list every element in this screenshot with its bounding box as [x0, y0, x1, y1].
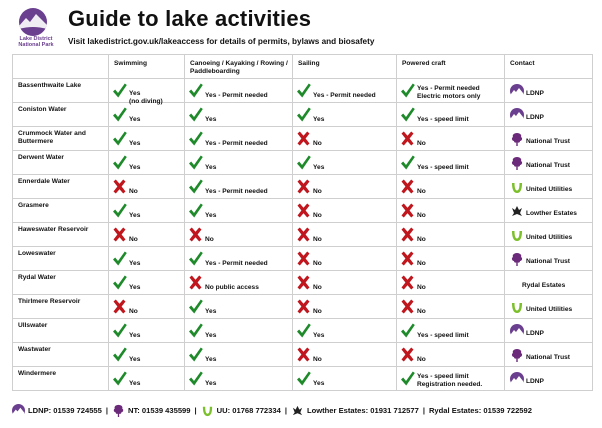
footer-rydal: Rydal Estates: 01539 722592	[428, 405, 532, 415]
activity-status-text: Yes	[205, 116, 217, 123]
green-tick-icon	[112, 154, 127, 171]
activity-cell-sail	[293, 247, 397, 271]
footer-separator: |	[284, 405, 287, 415]
footer-nt: NT: 01539 435599	[128, 405, 191, 415]
red-cross-icon	[400, 202, 415, 219]
red-cross-icon	[188, 274, 203, 291]
contact-footer	[12, 402, 592, 418]
table-row	[13, 247, 593, 271]
red-cross-icon	[296, 202, 311, 219]
lake-name: Ullswater	[18, 322, 48, 329]
activity-status-text: Yes - Permit needed	[205, 92, 268, 99]
contact-name: National Trust	[526, 162, 570, 169]
activity-status-text: No	[313, 284, 322, 291]
activity-cell-swim	[109, 271, 185, 295]
footer-uu: UU: 01768 772334	[216, 405, 281, 415]
lake-name-cell	[13, 199, 109, 223]
activity-status-text: No	[313, 212, 322, 219]
activity-cell-canoe	[185, 247, 293, 271]
activity-status-text: Yes	[205, 356, 217, 363]
logo-line2: National Park	[18, 42, 54, 48]
activity-cell-swim	[109, 127, 185, 151]
activity-status-note: Registration needed.	[417, 381, 483, 388]
contact-name: United Utilities	[526, 306, 573, 313]
activity-cell-swim	[109, 79, 185, 103]
activity-status-text: Yes	[205, 380, 217, 387]
activity-status-note: Electric motors only	[417, 93, 481, 100]
activity-cell-canoe	[185, 271, 293, 295]
red-cross-icon	[188, 226, 203, 243]
green-tick-icon	[188, 298, 203, 315]
national-trust-oak-icon	[112, 404, 125, 417]
green-tick-icon	[188, 202, 203, 219]
activity-cell-power	[397, 271, 505, 295]
activity-cell-swim	[109, 175, 185, 199]
activity-cell-canoe	[185, 127, 293, 151]
green-tick-icon	[188, 154, 203, 171]
column-header-powered-craft: Powered craft	[397, 55, 505, 79]
lake-name-cell	[13, 247, 109, 271]
red-cross-icon	[296, 178, 311, 195]
lake-name-cell	[13, 175, 109, 199]
green-tick-icon	[296, 154, 311, 171]
activity-status-text: Yes	[129, 90, 141, 97]
activity-cell-sail	[293, 295, 397, 319]
lake-name-cell	[13, 319, 109, 343]
activity-status-text: Yes - speed limit	[417, 332, 469, 339]
united-utilities-icon	[510, 228, 524, 242]
green-tick-icon	[188, 82, 203, 99]
red-cross-icon	[296, 226, 311, 243]
lake-name: Windermere	[18, 370, 57, 377]
national-trust-oak-icon	[510, 132, 524, 146]
column-header-contact: Contact	[505, 55, 593, 79]
activity-cell-power	[397, 247, 505, 271]
activity-status-text: No	[313, 140, 322, 147]
green-tick-icon	[400, 154, 415, 171]
activity-status-text: No	[417, 356, 426, 363]
activity-cell-power	[397, 319, 505, 343]
green-tick-icon	[296, 106, 311, 123]
activity-cell-sail	[293, 103, 397, 127]
lake-name-cell	[13, 295, 109, 319]
green-tick-icon	[112, 250, 127, 267]
activity-cell-sail	[293, 343, 397, 367]
activity-cell-sail	[293, 127, 397, 151]
red-cross-icon	[296, 274, 311, 291]
green-tick-icon	[112, 370, 127, 387]
contact-cell	[505, 79, 593, 103]
lake-name: Derwent Water	[18, 154, 64, 161]
activity-status-text: Yes - speed limit	[417, 373, 469, 380]
contact-cell	[505, 367, 593, 391]
activity-status-text: Yes	[205, 332, 217, 339]
lake-name-cell	[13, 271, 109, 295]
green-tick-icon	[112, 322, 127, 339]
green-tick-icon	[296, 370, 311, 387]
table-row	[13, 319, 593, 343]
lake-district-logo-icon	[19, 8, 47, 36]
activity-status-text: Yes	[129, 356, 141, 363]
activity-cell-power	[397, 199, 505, 223]
red-cross-icon	[400, 250, 415, 267]
footer-ldnp: LDNP: 01539 724555	[28, 405, 102, 415]
green-tick-icon	[296, 82, 311, 99]
activity-status-text: Yes	[129, 164, 141, 171]
column-header-lake	[13, 55, 109, 79]
ldnp-logo-icon	[510, 324, 524, 338]
activity-status-text: Yes - Permit needed	[417, 85, 480, 92]
activity-status-text: Yes	[129, 260, 141, 267]
ldnp-logo-icon	[510, 372, 524, 386]
red-cross-icon	[400, 178, 415, 195]
red-cross-icon	[296, 250, 311, 267]
activity-cell-canoe	[185, 103, 293, 127]
activity-cell-swim	[109, 343, 185, 367]
table-header-row	[13, 55, 593, 79]
table-row	[13, 103, 593, 127]
logo-line1: Lake District	[19, 36, 53, 42]
table-row	[13, 271, 593, 295]
lake-name: Rydal Water	[18, 274, 56, 281]
activity-status-text: No	[417, 236, 426, 243]
activity-status-text: No	[417, 140, 426, 147]
activity-cell-power	[397, 295, 505, 319]
lake-name-cell	[13, 127, 109, 151]
activity-status-text: Yes - Permit needed	[205, 260, 268, 267]
activity-cell-canoe	[185, 319, 293, 343]
activity-status-text: No	[129, 236, 138, 243]
table-row	[13, 199, 593, 223]
green-tick-icon	[112, 130, 127, 147]
table-row	[13, 295, 593, 319]
green-tick-icon	[188, 106, 203, 123]
activity-status-text: No	[129, 308, 138, 315]
contact-name: United Utilities	[526, 234, 573, 241]
contact-name: National Trust	[526, 138, 570, 145]
green-tick-icon	[188, 322, 203, 339]
united-utilities-icon	[201, 404, 214, 417]
activity-cell-canoe	[185, 343, 293, 367]
contact-cell	[505, 103, 593, 127]
red-cross-icon	[400, 298, 415, 315]
activity-status-text: Yes	[129, 116, 141, 123]
activity-cell-sail	[293, 175, 397, 199]
national-trust-oak-icon	[510, 348, 524, 362]
lake-name: Bassenthwaite Lake	[18, 82, 82, 89]
contact-name: Lowther Estates	[526, 210, 577, 217]
activity-status-text: Yes - Permit needed	[313, 92, 376, 99]
table-row	[13, 151, 593, 175]
activity-cell-power	[397, 367, 505, 391]
activity-status-note: (no diving)	[129, 98, 163, 105]
column-header-sailing: Sailing	[293, 55, 397, 79]
green-tick-icon	[112, 106, 127, 123]
activity-status-text: No	[417, 284, 426, 291]
contact-name: United Utilities	[526, 186, 573, 193]
activity-cell-swim	[109, 247, 185, 271]
activity-cell-power	[397, 151, 505, 175]
activity-cell-sail	[293, 271, 397, 295]
activity-cell-swim	[109, 199, 185, 223]
activity-cell-swim	[109, 223, 185, 247]
activity-cell-canoe	[185, 367, 293, 391]
green-tick-icon	[112, 202, 127, 219]
green-tick-icon	[188, 130, 203, 147]
activity-cell-power	[397, 343, 505, 367]
contact-name: LDNP	[526, 378, 544, 385]
activity-cell-canoe	[185, 295, 293, 319]
green-tick-icon	[400, 82, 415, 99]
activity-cell-power	[397, 223, 505, 247]
footer-lowther: Lowther Estates: 01931 712577	[306, 405, 419, 415]
red-cross-icon	[112, 226, 127, 243]
green-tick-icon	[112, 274, 127, 291]
table-row	[13, 79, 593, 103]
page-header	[0, 0, 602, 54]
activity-cell-swim	[109, 367, 185, 391]
activities-table	[12, 54, 593, 391]
table-row	[13, 127, 593, 151]
contact-name: Rydal Estates	[522, 282, 566, 289]
activity-status-text: Yes	[129, 284, 141, 291]
lake-name: Grasmere	[18, 202, 49, 209]
activity-status-text: Yes - Permit needed	[205, 188, 268, 195]
table-row	[13, 175, 593, 199]
green-tick-icon	[188, 250, 203, 267]
activity-cell-canoe	[185, 151, 293, 175]
page-title: Guide to lake activities	[68, 6, 312, 31]
activity-status-text: Yes - speed limit	[417, 164, 469, 171]
activity-cell-canoe	[185, 79, 293, 103]
activity-cell-sail	[293, 199, 397, 223]
red-cross-icon	[400, 346, 415, 363]
activity-status-text: No	[417, 308, 426, 315]
column-header-canoeing: Canoeing / Kayaking / Rowing / Paddleboarding	[185, 55, 293, 79]
ldnp-logo-icon	[12, 404, 25, 417]
red-cross-icon	[112, 178, 127, 195]
activity-status-text: Yes	[129, 212, 141, 219]
green-tick-icon	[188, 346, 203, 363]
lake-name-cell	[13, 151, 109, 175]
activity-cell-sail	[293, 367, 397, 391]
contact-cell	[505, 175, 593, 199]
lake-name: Loweswater	[18, 250, 56, 257]
contact-cell	[505, 295, 593, 319]
lake-name-cell	[13, 103, 109, 127]
green-tick-icon	[188, 178, 203, 195]
activity-status-text: Yes	[313, 164, 325, 171]
activity-cell-sail	[293, 223, 397, 247]
activity-status-text: No	[313, 356, 322, 363]
contact-cell	[505, 271, 593, 295]
activity-cell-sail	[293, 151, 397, 175]
lake-district-logo	[14, 8, 58, 52]
lake-name: Wastwater	[18, 346, 51, 353]
ldnp-logo-icon	[510, 84, 524, 98]
activity-status-text: Yes - Permit needed	[205, 140, 268, 147]
united-utilities-icon	[510, 300, 524, 314]
footer-separator: |	[422, 405, 425, 415]
activity-status-text: No	[417, 260, 426, 267]
red-cross-icon	[296, 298, 311, 315]
activity-status-text: Yes	[313, 116, 325, 123]
red-cross-icon	[400, 274, 415, 291]
national-trust-oak-icon	[510, 252, 524, 266]
activity-status-text: Yes	[129, 380, 141, 387]
table-row	[13, 367, 593, 391]
contact-cell	[505, 247, 593, 271]
lowther-estates-icon	[291, 404, 304, 417]
lake-name-cell	[13, 223, 109, 247]
ldnp-logo-icon	[510, 108, 524, 122]
lowther-estates-icon	[510, 204, 524, 218]
column-header-swimming: Swimming	[109, 55, 185, 79]
activity-status-text: No	[129, 188, 138, 195]
activity-status-text: No public access	[205, 284, 259, 291]
contact-name: LDNP	[526, 330, 544, 337]
activity-status-text: Yes	[205, 212, 217, 219]
lake-name: Haweswater Reservoir	[18, 226, 89, 233]
footer-separator: |	[105, 405, 109, 415]
activity-cell-sail	[293, 319, 397, 343]
contact-cell	[505, 199, 593, 223]
national-trust-oak-icon	[510, 156, 524, 170]
contact-cell	[505, 319, 593, 343]
lake-name-cell	[13, 343, 109, 367]
activity-cell-swim	[109, 319, 185, 343]
red-cross-icon	[400, 226, 415, 243]
activity-cell-swim	[109, 103, 185, 127]
contact-cell	[505, 343, 593, 367]
green-tick-icon	[112, 82, 127, 99]
contact-cell	[505, 223, 593, 247]
activity-cell-power	[397, 79, 505, 103]
activity-status-text: Yes	[313, 332, 325, 339]
activity-cell-swim	[109, 151, 185, 175]
green-tick-icon	[188, 370, 203, 387]
activity-status-text: No	[313, 188, 322, 195]
united-utilities-icon	[510, 180, 524, 194]
activity-status-text: No	[205, 236, 214, 243]
green-tick-icon	[400, 370, 415, 387]
activity-cell-swim	[109, 295, 185, 319]
table-row	[13, 223, 593, 247]
contact-name: LDNP	[526, 90, 544, 97]
activity-status-text: No	[417, 188, 426, 195]
activity-status-text: No	[313, 308, 322, 315]
activity-status-text: Yes - speed limit	[417, 116, 469, 123]
red-cross-icon	[400, 130, 415, 147]
activity-cell-canoe	[185, 199, 293, 223]
activity-status-text: Yes	[129, 332, 141, 339]
contact-name: National Trust	[526, 258, 570, 265]
green-tick-icon	[112, 346, 127, 363]
red-cross-icon	[112, 298, 127, 315]
page-subtitle: Visit lakedistrict.gov.uk/lakeaccess for details of permits, bylaws and biosafety	[68, 37, 375, 46]
lake-name-cell	[13, 79, 109, 103]
activity-cell-power	[397, 175, 505, 199]
activity-status-text: Yes	[313, 380, 325, 387]
activity-status-text: Yes	[205, 308, 217, 315]
contact-cell	[505, 151, 593, 175]
green-tick-icon	[296, 322, 311, 339]
red-cross-icon	[296, 346, 311, 363]
activity-status-text: No	[313, 260, 322, 267]
activity-cell-canoe	[185, 223, 293, 247]
green-tick-icon	[400, 322, 415, 339]
contact-cell	[505, 127, 593, 151]
lake-name-cell	[13, 367, 109, 391]
footer-separator: |	[194, 405, 197, 415]
activity-cell-power	[397, 103, 505, 127]
lake-name: Coniston Water	[18, 106, 67, 113]
lake-name: Crummock Water and Buttermere	[18, 130, 86, 145]
lake-name: Thirlmere Reservoir	[18, 298, 81, 305]
activity-status-text: Yes	[129, 140, 141, 147]
table-row	[13, 343, 593, 367]
activity-status-text: No	[417, 212, 426, 219]
red-cross-icon	[296, 130, 311, 147]
contact-name: National Trust	[526, 354, 570, 361]
activity-status-text: No	[313, 236, 322, 243]
contact-name: LDNP	[526, 114, 544, 121]
activity-cell-sail	[293, 79, 397, 103]
green-tick-icon	[400, 106, 415, 123]
activity-cell-canoe	[185, 175, 293, 199]
activity-status-text: Yes	[205, 164, 217, 171]
activity-cell-power	[397, 127, 505, 151]
lake-name: Ennerdale Water	[18, 178, 70, 185]
